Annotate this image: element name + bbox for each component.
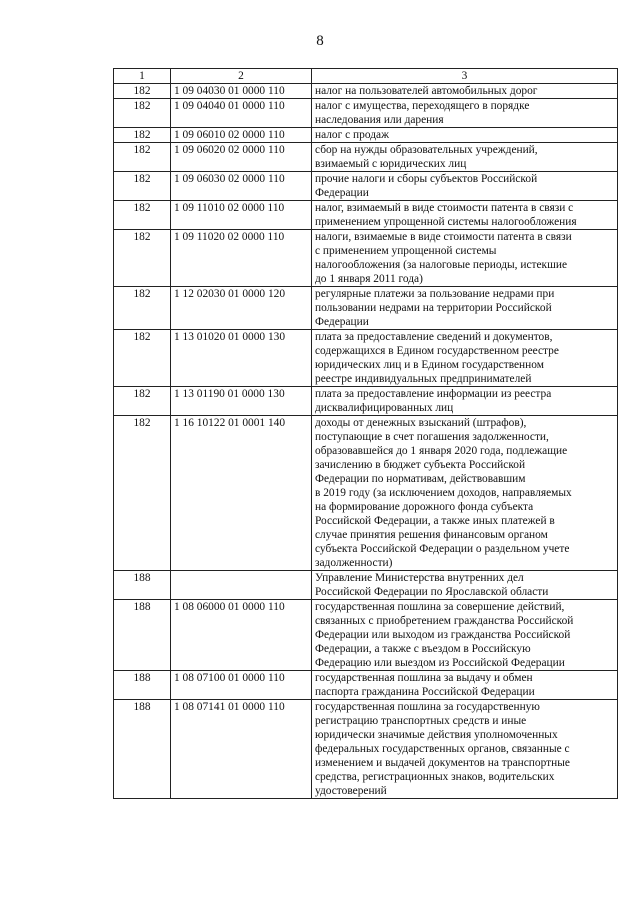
budget-classification-code-cell: 1 08 07100 01 0000 110 [171, 671, 312, 700]
budget-classification-code-cell: 1 09 04040 01 0000 110 [171, 99, 312, 128]
table-row [114, 416, 618, 571]
revenue-name-line: Российской Федерации по Ярославской области [315, 586, 549, 598]
administrator-code-cell: 182 [114, 201, 171, 230]
table-row [114, 172, 618, 201]
administrator-code-cell: 182 [114, 84, 171, 99]
revenue-name-line: наследования или дарения [315, 114, 444, 126]
revenue-codes-table [113, 68, 618, 799]
budget-classification-code-cell: 1 09 06020 02 0000 110 [171, 143, 312, 172]
revenue-name-line: Федерации по нормативам, действовавшим [315, 473, 526, 485]
revenue-name-line: средства, регистрационных знаков, водительских [315, 771, 555, 783]
revenue-name-cell [312, 416, 618, 571]
revenue-name-line: Федерации или выходом из гражданства Российской [315, 629, 571, 641]
revenue-name-line: плата за предоставление сведений и документов, [315, 331, 553, 343]
revenue-name-cell [312, 143, 618, 172]
budget-classification-code-cell: 1 09 06030 02 0000 110 [171, 172, 312, 201]
revenue-name-cell [312, 201, 618, 230]
revenue-name-line: юридических лиц и в Едином государственном [315, 359, 544, 371]
table-row [114, 128, 618, 143]
budget-classification-code-cell: 1 09 11020 02 0000 110 [171, 230, 312, 287]
revenue-name-line: применением упрощенной системы налогообложения [315, 216, 577, 228]
revenue-name-line: взимаемый с юридических лиц [315, 158, 467, 170]
revenue-name-line: до 1 января 2011 года) [315, 273, 423, 285]
revenue-name-cell [312, 700, 618, 799]
administrator-code-cell: 182 [114, 128, 171, 143]
budget-classification-code-cell: 1 09 06010 02 0000 110 [171, 128, 312, 143]
revenue-name-line: субъекта Российской Федерации о раздельном учете [315, 543, 570, 555]
budget-classification-code-cell: 1 13 01190 01 0000 130 [171, 387, 312, 416]
revenue-name-line: случае принятия решения финансовым органом [315, 529, 548, 541]
table-row [114, 330, 618, 387]
revenue-name-line: налог с имущества, переходящего в порядке [315, 100, 530, 112]
table-row [114, 201, 618, 230]
revenue-name-line: Федерацию или выездом из Российской Федерации [315, 657, 565, 669]
revenue-name-line: федеральных государственных органов, связанные с [315, 743, 570, 755]
budget-classification-code-cell: 1 12 02030 01 0000 120 [171, 287, 312, 330]
revenue-name-line: государственная пошлина за государственную [315, 701, 540, 713]
revenue-name-cell [312, 330, 618, 387]
revenue-name-line: сбор на нужды образовательных учреждений, [315, 144, 538, 156]
budget-classification-code-cell: 1 09 04030 01 0000 110 [171, 84, 312, 99]
revenue-name-line: налоги, взимаемые в виде стоимости патента в связи [315, 231, 572, 243]
administrator-code-cell: 182 [114, 330, 171, 387]
page-number: 8 [316, 33, 324, 49]
table-row [114, 700, 618, 799]
revenue-name-line: пользовании недрами на территории Российской [315, 302, 552, 314]
budget-classification-code-cell: 1 08 07141 01 0000 110 [171, 700, 312, 799]
column-header-1: 1 [114, 69, 171, 84]
revenue-name-line: налогообложения (за налоговые периоды, истекшие [315, 259, 568, 271]
revenue-name-line: регулярные платежи за пользование недрами при [315, 288, 555, 300]
revenue-name-cell [312, 230, 618, 287]
revenue-name-cell [312, 671, 618, 700]
budget-classification-code-cell: 1 13 01020 01 0000 130 [171, 330, 312, 387]
revenue-name-line: изменением и выдачей документов на транспортные [315, 757, 570, 769]
administrator-code-cell: 188 [114, 671, 171, 700]
table-row [114, 84, 618, 99]
revenue-name-cell [312, 99, 618, 128]
column-header-2: 2 [171, 69, 312, 84]
table-row [114, 671, 618, 700]
revenue-name-line: связанных с приобретением гражданства Российской [315, 615, 574, 627]
revenue-name-line: юридически значимые действия уполномоченных [315, 729, 558, 741]
budget-classification-code-cell: 1 08 06000 01 0000 110 [171, 600, 312, 671]
revenue-name-line: паспорта гражданина Российской Федерации [315, 686, 535, 698]
revenue-name-cell [312, 128, 618, 143]
revenue-name-cell [312, 571, 618, 600]
budget-classification-code-cell [171, 571, 312, 600]
table-row [114, 287, 618, 330]
revenue-name-line: доходы от денежных взысканий (штрафов), [315, 417, 527, 429]
revenue-name-line: образовавшейся до 1 января 2020 года, подлежащие [315, 445, 568, 457]
budget-classification-code-cell: 1 16 10122 01 0001 140 [171, 416, 312, 571]
revenue-name-line: задолженности) [315, 557, 393, 569]
revenue-name-cell [312, 84, 618, 99]
revenue-name-line: Федерации [315, 187, 369, 199]
revenue-name-line: плата за предоставление информации из реестра [315, 388, 552, 400]
revenue-name-line: дисквалифицированных лиц [315, 402, 454, 414]
table-row [114, 571, 618, 600]
administrator-code-cell: 182 [114, 416, 171, 571]
table-row [114, 230, 618, 287]
administrator-code-cell: 182 [114, 387, 171, 416]
revenue-name-line: регистрацию транспортных средств и иные [315, 715, 527, 727]
administrator-code-cell: 182 [114, 230, 171, 287]
revenue-name-line: государственная пошлина за совершение действий, [315, 601, 565, 613]
budget-classification-code-cell: 1 09 11010 02 0000 110 [171, 201, 312, 230]
revenue-name-cell [312, 387, 618, 416]
administrator-code-cell: 188 [114, 571, 171, 600]
revenue-name-line: зачислению в бюджет субъекта Российской [315, 459, 526, 471]
revenue-name-cell [312, 172, 618, 201]
revenue-name-line: государственная пошлина за выдачу и обмен [315, 672, 533, 684]
revenue-name-line: Управление Министерства внутренних дел [315, 572, 524, 584]
administrator-code-cell: 182 [114, 287, 171, 330]
revenue-name-line: поступающие в счет погашения задолженности, [315, 431, 549, 443]
revenue-name-line: удостоверений [315, 785, 387, 797]
revenue-name-line: налог на пользователей автомобильных дорог [315, 85, 538, 97]
table-row [114, 387, 618, 416]
table-row [114, 143, 618, 172]
revenue-name-line: Федерации, а также с въездом в Российскую [315, 643, 531, 655]
header-row [114, 69, 618, 84]
revenue-name-cell [312, 287, 618, 330]
revenue-name-line: Российской Федерации, а также иных платежей в [315, 515, 555, 527]
revenue-name-line: на формирование дорожного фонда субъекта [315, 501, 534, 513]
table-row [114, 99, 618, 128]
administrator-code-cell: 182 [114, 172, 171, 201]
revenue-name-cell [312, 600, 618, 671]
revenue-name-line: Федерации [315, 316, 369, 328]
administrator-code-cell: 182 [114, 99, 171, 128]
column-header-3: 3 [312, 69, 618, 84]
administrator-code-cell: 188 [114, 600, 171, 671]
revenue-name-line: содержащихся в Едином государственном реестре [315, 345, 559, 357]
revenue-name-line: в 2019 году (за исключением доходов, направляемых [315, 487, 572, 499]
table-row [114, 600, 618, 671]
administrator-code-cell: 182 [114, 143, 171, 172]
revenue-name-line: с применением упрощенной системы [315, 245, 497, 257]
revenue-name-line: реестре индивидуальных предпринимателей [315, 373, 532, 385]
revenue-name-line: налог, взимаемый в виде стоимости патента в связи с [315, 202, 574, 214]
administrator-code-cell: 188 [114, 700, 171, 799]
table-body [114, 69, 618, 799]
revenue-name-line: налог с продаж [315, 129, 389, 141]
revenue-name-line: прочие налоги и сборы субъектов Российской [315, 173, 538, 185]
